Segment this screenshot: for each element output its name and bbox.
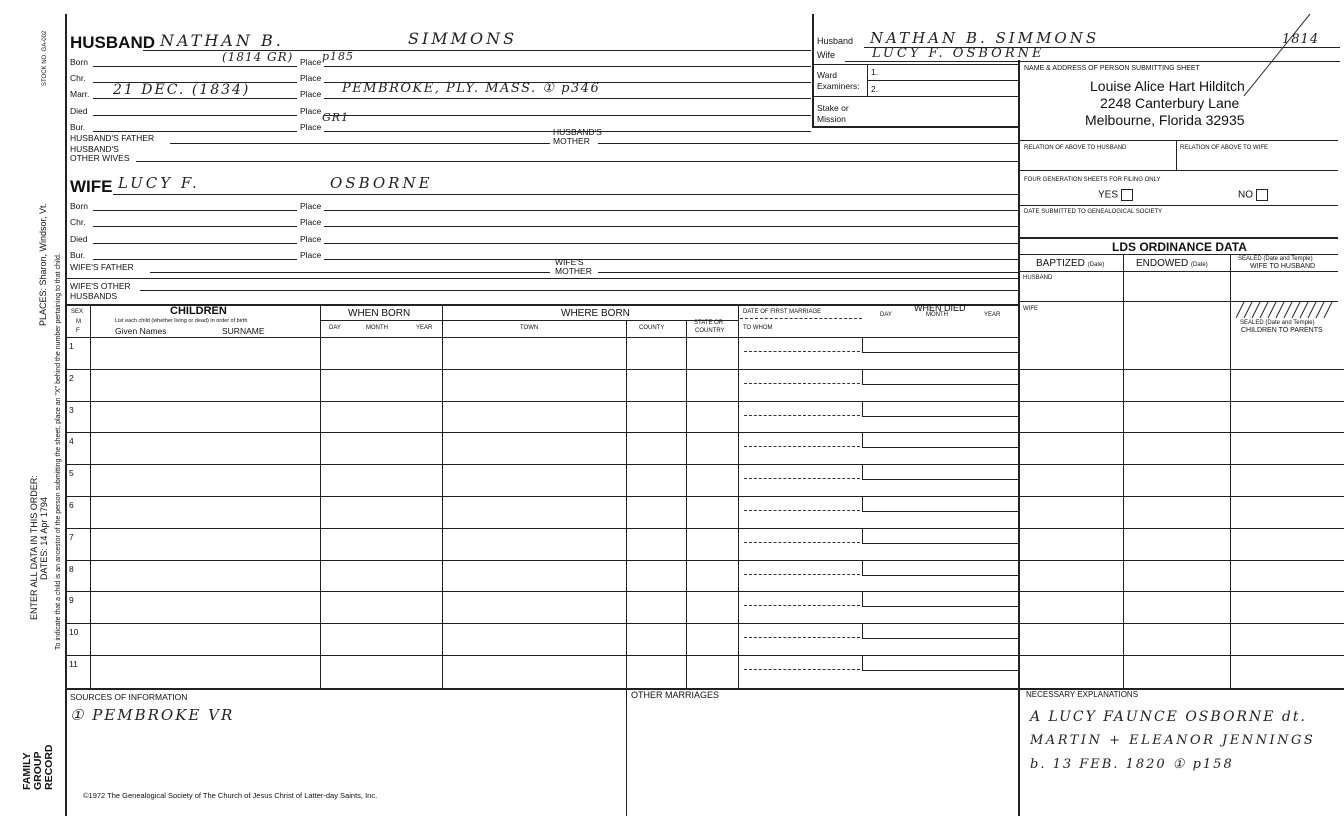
child-death-divider [862,401,863,416]
child-death-line [862,575,1018,576]
explanation-line-1: A LUCY FAUNCE OSBORNE dt. [1030,709,1307,725]
right-panel-border [1018,60,1020,816]
husband-born-value: (1814 GR) [222,50,294,64]
wife-died-place-line [324,243,1018,244]
hdr-stake-top [812,96,1018,97]
wife-other-husbands-label: WIFE'S OTHER HUSBANDS [70,281,131,301]
child-row-number: 1 [69,341,74,351]
hdr-examiner-1: 1. [871,67,879,77]
wife-bur-line [93,259,297,260]
sealed-c2p-2: CHILDREN TO PARENTS [1241,327,1323,334]
husband-chr-label: Chr. [70,73,86,83]
child-row-divider [65,432,1344,433]
sex-f: F [76,328,80,334]
lds-title-line [1018,254,1338,255]
other-marriages-label: OTHER MARRIAGES [631,690,720,700]
child-death-divider [862,560,863,575]
sealed-hatch [1236,302,1336,319]
child-death-divider [862,655,863,670]
child-row-number: 10 [69,627,79,638]
hdr-husband-label: Husband [817,36,854,46]
explanations-label: NECESSARY EXPLANATIONS [1026,690,1139,699]
husband-marr-place-label: Place [300,89,322,99]
husband-marr-date: 21 DEC. (1834) [113,82,251,98]
town-label: TOWN [520,325,539,331]
lds-header-bottom [1018,271,1338,272]
child-row-number: 3 [69,404,74,415]
husband-marr-line [93,98,297,99]
husband-born-place-line [324,66,811,67]
husband-marr-place-line [324,98,811,99]
wife-father-label: WIFE'S FATHER [70,262,134,272]
no-box[interactable] [1256,189,1268,201]
wife-surname: OSBORNE [330,174,433,192]
wife-chr-place-label: Place [300,217,322,227]
state-label-1: STATE OR [694,320,724,326]
rel-wife-label: RELATION OF ABOVE TO WIFE [1180,145,1269,151]
ancestor-instruction: To indicate that a child is an ancestor of the person submitting the sheet, place an "X" behind the number pertaining to that child. [55,253,62,650]
child-death-line [862,511,1018,512]
child-death-line [862,447,1018,448]
yes-checkbox[interactable]: YES [1098,189,1133,201]
husband-mother-label: HUSBAND'S MOTHER [553,127,602,146]
submitter-street: 2248 Canterbury Lane [1100,95,1240,111]
when-born-sub [320,320,442,321]
husband-heading: HUSBAND [70,33,155,52]
wife-chr-label: Chr. [70,217,86,227]
child-death-divider [862,623,863,638]
enter-order-note: ENTER ALL DATA IN THIS ORDER: [29,475,39,620]
wife-chr-line [93,226,297,227]
first-marriage-dash [740,318,862,319]
hdr-examiner-2: 2. [871,84,879,94]
child-row-divider [65,401,1344,402]
husband-died-place-line [324,115,811,116]
wife-died-line [93,243,297,244]
husband-marr-place: PEMBROKE, PLY. MASS. ① p346 [342,81,601,96]
date-submitted-bottom [1018,237,1338,239]
wife-born-label: Born [70,201,88,211]
wife-died-place-label: Place [300,234,322,244]
husband-other-wives-line [136,161,1018,162]
child-marriage-dash [744,415,860,416]
given-names-label: Given Names [115,326,167,336]
died-month: MONTH [926,312,948,318]
hdr-stake-label: Stake or Mission [817,103,849,124]
county-label: COUNTY [639,325,665,331]
husband-bur-place-label: Place [300,122,322,132]
col-county [686,320,687,688]
husband-born-place: p185 [322,50,355,63]
hdr-year-value: 1814 [1282,32,1320,47]
child-death-divider [862,464,863,479]
wife-bur-place-label: Place [300,250,322,260]
child-row-number: 4 [69,436,74,447]
child-death-line [862,384,1018,385]
child-row-divider [65,528,1344,529]
child-death-line [862,479,1018,480]
hdr-wife-label: Wife [817,50,835,60]
child-death-line [862,606,1018,607]
submitter-name: Louise Alice Hart Hilditch [1090,78,1245,94]
died-day: DAY [880,312,892,318]
to-whom-label: TO WHOM [743,325,773,331]
husband-bur-place: GR1 [322,111,350,124]
wife-born-place-label: Place [300,201,322,211]
child-row-divider [65,560,1344,561]
child-death-divider [862,496,863,511]
explanation-line-2: MARTIN + ELEANOR JENNINGS [1030,733,1316,748]
child-marriage-dash [744,574,860,575]
husband-born-label: Born [70,57,88,67]
date-submitted-label: DATE SUBMITTED TO GENEALOGICAL SOCIETY [1024,209,1163,215]
wife-heading: WIFE [70,177,113,196]
husband-given-name: NATHAN B. [160,31,284,50]
child-row-divider [65,591,1344,592]
rel-divider [1176,140,1177,170]
wife-mother-label: WIFE'S MOTHER [555,257,592,276]
child-marriage-dash [744,478,860,479]
child-death-line [862,638,1018,639]
children-title: CHILDREN [170,305,227,317]
lds-husband-row: HUSBAND [1023,275,1053,281]
wife-born-place-line [324,210,1018,211]
child-marriage-dash [744,351,860,352]
husband-father-label: HUSBAND'S FATHER [70,133,155,143]
child-marriage-dash [744,669,860,670]
places-note: PLACES: Sharon, Windsor, Vt. [38,202,48,326]
hdr-ward-top [812,64,1018,65]
child-row-number: 9 [69,595,74,606]
lds-baptized: BAPTIZED (Date) [1036,258,1105,269]
no-checkbox[interactable]: NO [1238,189,1268,201]
child-marriage-dash [744,605,860,606]
hdr-examiners-label: Examiners: [817,81,860,91]
hdr-wife-value: LUCY F. OSBORNE [872,46,1045,61]
child-row-divider [65,655,1344,656]
submitter-bottom [1018,140,1338,141]
child-row-divider [65,496,1344,497]
when-born-label: WHEN BORN [348,308,411,319]
died-year: YEAR [984,312,1001,318]
child-row-number: 7 [69,531,74,542]
wife-bur-place-line [324,259,1018,260]
husband-bur-line [93,131,297,132]
four-gen-bottom [1018,205,1338,206]
rel-husband-label: RELATION OF ABOVE TO HUSBAND [1024,145,1127,151]
child-death-line [862,543,1018,544]
submitter-city: Melbourne, Florida 32935 [1085,112,1245,128]
children-header-bottom [65,337,1018,338]
wife-bur-label: Bur. [70,250,86,260]
husband-marr-label: Marr. [70,89,90,99]
husband-died-label: Died [70,106,88,116]
husband-chr-place-label: Place [300,73,322,83]
sex-label: SEX [71,309,84,315]
born-month: MONTH [366,325,388,331]
children-subtitle: List each child (whether living or dead) in order of birth [115,318,248,324]
yes-box[interactable] [1121,189,1133,201]
lds-endowed: ENDOWED (Date) [1136,258,1208,269]
wife-other-husbands-line [140,290,1018,291]
hdr-ex-mid [867,80,1018,81]
husband-born-place-label: Place [300,57,322,67]
footer-divider [626,688,627,816]
husband-died-line [93,115,297,116]
child-row-number: 5 [69,468,74,479]
child-row-divider [65,623,1344,624]
child-row-number: 11 [69,659,78,669]
husband-born-line [93,66,297,67]
when-died-label: WHEN DIED [914,303,966,313]
rel-bottom [1018,170,1338,171]
child-death-divider [862,369,863,384]
child-marriage-dash [744,383,860,384]
child-row-divider [65,464,1344,465]
wife-died-label: Died [70,234,88,244]
lds-title: LDS ORDINANCE DATA [1112,240,1247,254]
wife-chr-place-line [324,226,1018,227]
husband-bur-label: Bur. [70,122,86,132]
sex-m: M [76,319,81,325]
lds-wife-row: WIFE [1023,306,1038,312]
child-death-divider [862,432,863,447]
surname-label: SURNAME [222,326,265,336]
husband-surname: SIMMONS [408,29,518,48]
born-day: DAY [329,325,341,331]
hdr-husband-value: NATHAN B. SIMMONS [870,29,1100,47]
child-death-line [862,416,1018,417]
child-row-number: 6 [69,500,74,510]
child-death-divider [862,528,863,543]
husband-father-line [170,143,550,144]
child-row-number: 2 [69,372,74,383]
copyright: ©1972 The Genealogical Society of The Church of Jesus Christ of Latter-day Saints, Inc. [83,791,378,800]
husband-died-place-label: Place [300,106,322,116]
four-gen-label: FOUR GENERATION SHEETS FOR FILING ONLY [1024,177,1161,183]
sealed-w2h-1: SEALED (Date and Temple) [1238,256,1313,262]
child-death-divider [862,337,863,352]
child-marriage-dash [744,542,860,543]
child-marriage-dash [744,510,860,511]
wife-given-name: LUCY F. [118,174,200,192]
hdr-ward-label: Ward [817,70,837,80]
hdr-bottom-line [812,126,1018,128]
child-row-number: 8 [69,563,74,574]
wife-name-line [113,194,1018,195]
col-town [626,320,627,688]
born-year: YEAR [416,325,433,331]
child-death-divider [862,591,863,606]
child-row-divider [65,369,1344,370]
submitter-label: NAME & ADDRESS OF PERSON SUBMITTING SHEET [1024,65,1200,72]
wife-father-line [150,272,550,273]
explanation-line-3: b. 13 FEB. 1820 ① p158 [1030,757,1234,772]
wife-other-husbands-top [65,278,1018,279]
child-marriage-dash [744,446,860,447]
left-border [65,14,67,816]
state-label-2: COUNTRY [695,328,725,334]
husband-other-wives-label: HUSBAND'S OTHER WIVES [70,144,130,163]
child-death-line [862,670,1018,671]
header-divider [812,14,814,127]
sealed-c2p-1: SEALED (Date and Temple) [1240,320,1315,326]
child-death-line [862,352,1018,353]
where-born-label: WHERE BORN [561,308,630,319]
wife-born-line [93,210,297,211]
wife-mother-line [598,272,1018,273]
first-marriage-label: DATE OF FIRST MARRIAGE [743,309,822,315]
stock-number: STOCK NO. GA-002 [42,30,48,86]
child-marriage-dash [744,637,860,638]
husband-mother-line [598,143,1018,144]
sources-value: ① PEMBROKE VR [70,706,235,724]
dates-note: DATES: 14 Apr 1794 [39,497,49,580]
sealed-w2h-2: WIFE TO HUSBAND [1250,263,1316,270]
sources-label: SOURCES OF INFORMATION [70,692,188,702]
